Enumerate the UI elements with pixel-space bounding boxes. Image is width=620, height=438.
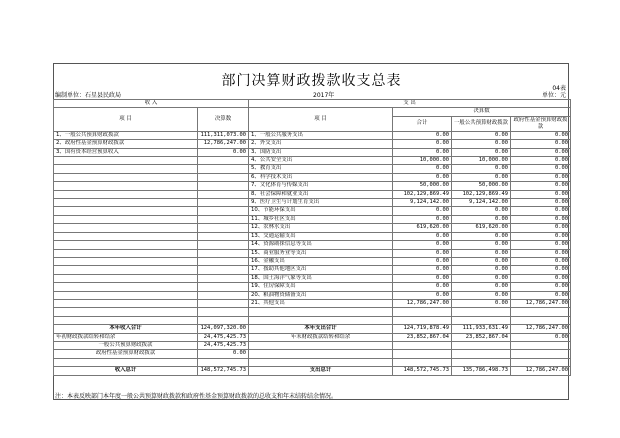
income-label: 3、国有资本经营预算收入 xyxy=(54,148,198,156)
expense-fund: 0.00 xyxy=(511,131,571,139)
table-row xyxy=(54,148,571,156)
empty-cell xyxy=(198,157,249,165)
table-row xyxy=(54,291,571,299)
table-row xyxy=(54,190,571,198)
carry-in-general-label: 一般公共预算财政拨款 xyxy=(54,341,198,349)
expense-label: 3、国防支出 xyxy=(249,148,393,156)
grand-expense-total: 148,572,745.73 xyxy=(393,367,452,375)
empty-cell xyxy=(54,224,198,232)
empty-cell xyxy=(452,350,511,358)
table-row xyxy=(54,367,571,375)
income-label: 2、政府性基金预算财政拨款 xyxy=(54,140,198,148)
grand-income-label: 收入总计 xyxy=(54,367,198,375)
carry-out-fund: 0.00 xyxy=(511,333,571,341)
table-row xyxy=(54,358,571,366)
expense-general: 0.00 xyxy=(452,131,511,139)
expense-general: 0.00 xyxy=(452,241,511,249)
income-final-header: 决算数 xyxy=(198,108,249,131)
expense-general: 0.00 xyxy=(452,299,511,307)
table-row xyxy=(54,173,571,181)
empty-cell xyxy=(198,190,249,198)
expense-label: 14、资源勘探信息等支出 xyxy=(249,241,393,249)
expense-fund: 0.00 xyxy=(511,232,571,240)
expense-label: 8、社会保障和就业支出 xyxy=(249,190,393,198)
empty-cell xyxy=(54,241,198,249)
expense-fund: 12,786,247.00 xyxy=(511,299,571,307)
grand-expense-fund: 12,786,247.00 xyxy=(511,367,571,375)
expense-general: 0.00 xyxy=(452,148,511,156)
expense-total: 50,000.00 xyxy=(393,182,452,190)
expense-general: 0.00 xyxy=(452,140,511,148)
expense-general: 0.00 xyxy=(452,249,511,257)
empty-cell xyxy=(511,341,571,349)
expense-fund: 0.00 xyxy=(511,274,571,282)
empty-cell xyxy=(198,232,249,240)
empty-cell xyxy=(249,358,393,366)
expense-fund: 0.00 xyxy=(511,224,571,232)
carry-out-total: 23,852,867.04 xyxy=(393,333,452,341)
expense-fund: 0.00 xyxy=(511,165,571,173)
empty-cell xyxy=(393,316,452,324)
empty-cell xyxy=(511,358,571,366)
expense-general: 0.00 xyxy=(452,173,511,181)
expense-label: 12、农林水支出 xyxy=(249,224,393,232)
grand-expense-label: 支出总计 xyxy=(249,367,393,375)
summary-table xyxy=(53,99,571,376)
expense-fund: 0.00 xyxy=(511,190,571,198)
year-income-total-value: 124,097,320.00 xyxy=(198,325,249,333)
expense-general: 10,000.00 xyxy=(452,157,511,165)
empty-cell xyxy=(198,249,249,257)
empty-cell xyxy=(393,308,452,316)
empty-cell xyxy=(54,157,198,165)
empty-cell xyxy=(54,249,198,257)
expense-fund: 0.00 xyxy=(511,140,571,148)
expense-label: 7、文化体育与传媒支出 xyxy=(249,182,393,190)
page-title: 部门决算财政拨款收支总表 xyxy=(221,73,402,89)
empty-cell xyxy=(452,308,511,316)
expense-fund: 0.00 xyxy=(511,207,571,215)
empty-cell xyxy=(198,283,249,291)
expense-fund: 0.00 xyxy=(511,241,571,249)
expense-general: 9,124,142.00 xyxy=(452,199,511,207)
income-label: 1、一般公共预算财政拨款 xyxy=(54,131,198,139)
expense-general: 0.00 xyxy=(452,257,511,265)
empty-cell xyxy=(511,308,571,316)
empty-cell xyxy=(54,358,198,366)
expense-total: 9,124,142.00 xyxy=(393,199,452,207)
expense-label: 18、国土海洋气象等支出 xyxy=(249,274,393,282)
year-expense-fund: 12,786,247.00 xyxy=(511,325,571,333)
grand-income-value: 148,572,745.73 xyxy=(198,367,249,375)
income-header: 收 入 xyxy=(54,100,249,108)
expense-fund: 0.00 xyxy=(511,266,571,274)
empty-cell xyxy=(393,341,452,349)
empty-cell xyxy=(249,316,393,324)
expense-label: 2、外交支出 xyxy=(249,140,393,148)
expense-general: 0.00 xyxy=(452,283,511,291)
income-value: 12,786,247.00 xyxy=(198,140,249,148)
expense-general: 0.00 xyxy=(452,165,511,173)
empty-cell xyxy=(452,316,511,324)
empty-cell xyxy=(393,358,452,366)
expense-general: 0.00 xyxy=(452,291,511,299)
expense-total: 0.00 xyxy=(393,173,452,181)
table-row xyxy=(54,249,571,257)
expense-general: 619,620.00 xyxy=(452,224,511,232)
table-row xyxy=(54,241,571,249)
grand-expense-general: 135,786,498.73 xyxy=(452,367,511,375)
year-expense-total: 124,719,878.49 xyxy=(393,325,452,333)
expense-label: 6、科学技术支出 xyxy=(249,173,393,181)
empty-cell xyxy=(54,165,198,173)
total-col-header: 合计 xyxy=(393,116,452,131)
unit-label: 编制单位：石星县民政局 xyxy=(55,92,122,99)
table-row xyxy=(54,232,571,240)
table-row xyxy=(54,333,571,341)
empty-cell xyxy=(198,266,249,274)
expense-general: 0.00 xyxy=(452,274,511,282)
expense-header: 支 出 xyxy=(249,100,571,108)
table-row xyxy=(54,341,571,349)
empty-cell xyxy=(249,308,393,316)
income-value: 111,311,073.00 xyxy=(198,131,249,139)
expense-label: 21、其他支出 xyxy=(249,299,393,307)
table-row xyxy=(54,140,571,148)
year-label: 2017年 xyxy=(313,92,335,99)
footnote: 注：本表反映部门本年度一般公共预算财政拨款和政府性基金预算财政拨款的总收支和年末结转结余情况。 xyxy=(55,393,338,400)
carry-in-value: 24,475,425.73 xyxy=(198,333,249,341)
table-row xyxy=(54,257,571,265)
empty-cell xyxy=(452,358,511,366)
expense-general: 0.00 xyxy=(452,207,511,215)
currency-label: 单位：元 xyxy=(541,92,566,99)
empty-cell xyxy=(198,257,249,265)
expense-fund: 0.00 xyxy=(511,291,571,299)
table-row xyxy=(54,299,571,307)
empty-cell xyxy=(452,341,511,349)
expense-fund: 0.00 xyxy=(511,148,571,156)
carry-out-general: 23,852,867.04 xyxy=(452,333,511,341)
empty-cell xyxy=(54,199,198,207)
expense-total: 0.00 xyxy=(393,257,452,265)
table-row xyxy=(54,316,571,324)
carry-in-fund-value: 0.00 xyxy=(198,350,249,358)
expense-total: 0.00 xyxy=(393,165,452,173)
empty-cell xyxy=(198,358,249,366)
empty-cell xyxy=(511,350,571,358)
expense-item-header: 项 目 xyxy=(249,108,393,131)
fund-col-header: 政府性基金预算财政拨款 xyxy=(511,116,571,131)
empty-cell xyxy=(198,291,249,299)
expense-fund: 0.00 xyxy=(511,257,571,265)
expense-total: 0.00 xyxy=(393,148,452,156)
empty-cell xyxy=(54,291,198,299)
expense-label: 20、粮油物资储备支出 xyxy=(249,291,393,299)
empty-cell xyxy=(198,207,249,215)
expense-label: 10、节能环保支出 xyxy=(249,207,393,215)
expense-label: 17、援助其他地区支出 xyxy=(249,266,393,274)
empty-cell xyxy=(198,241,249,249)
expense-label: 4、公共安全支出 xyxy=(249,157,393,165)
expense-total: 0.00 xyxy=(393,131,452,139)
empty-cell xyxy=(54,257,198,265)
expense-total: 0.00 xyxy=(393,215,452,223)
expense-total: 0.00 xyxy=(393,274,452,282)
expense-total: 10,000.00 xyxy=(393,157,452,165)
table-row xyxy=(54,350,571,358)
table-row xyxy=(54,157,571,165)
expense-total: 102,129,869.49 xyxy=(393,190,452,198)
table-row xyxy=(54,165,571,173)
empty-cell xyxy=(54,283,198,291)
empty-cell xyxy=(198,165,249,173)
expense-total: 12,786,247.00 xyxy=(393,299,452,307)
expense-label: 15、商业服务业等支出 xyxy=(249,249,393,257)
expense-general: 0.00 xyxy=(452,215,511,223)
empty-cell xyxy=(249,341,393,349)
table-row xyxy=(54,283,571,291)
expense-fund: 0.00 xyxy=(511,173,571,181)
general-col-header: 一般公共预算财政拨款 xyxy=(452,116,511,131)
expense-fund: 0.00 xyxy=(511,199,571,207)
expense-label: 5、教育支出 xyxy=(249,165,393,173)
carry-in-general-value: 24,475,425.73 xyxy=(198,341,249,349)
expense-fund: 0.00 xyxy=(511,249,571,257)
expense-total: 0.00 xyxy=(393,266,452,274)
expense-label: 1、一般公共服务支出 xyxy=(249,131,393,139)
expense-total: 619,620.00 xyxy=(393,224,452,232)
empty-cell xyxy=(198,274,249,282)
expense-label: 13、交通运输支出 xyxy=(249,232,393,240)
table-row xyxy=(54,325,571,333)
expense-label: 16、金融支出 xyxy=(249,257,393,265)
carry-in-fund-label: 政府性基金预算财政拨款 xyxy=(54,350,198,358)
empty-cell xyxy=(54,182,198,190)
expense-total: 0.00 xyxy=(393,207,452,215)
empty-cell xyxy=(198,299,249,307)
empty-cell xyxy=(198,224,249,232)
table-row xyxy=(54,207,571,215)
empty-cell xyxy=(198,316,249,324)
carry-out-label: 年末财政拨款结转和结余 xyxy=(249,333,393,341)
expense-total: 0.00 xyxy=(393,140,452,148)
table-row xyxy=(54,266,571,274)
expense-label: 19、住房保障支出 xyxy=(249,283,393,291)
empty-cell xyxy=(249,350,393,358)
expense-fund: 0.00 xyxy=(511,157,571,165)
empty-cell xyxy=(511,316,571,324)
expense-general: 0.00 xyxy=(452,266,511,274)
expense-general: 102,129,869.49 xyxy=(452,190,511,198)
empty-cell xyxy=(54,308,198,316)
expense-total: 0.00 xyxy=(393,291,452,299)
carry-in-label: 年初财政拨款结转和结余 xyxy=(54,333,198,341)
expense-label: 11、城乡社区支出 xyxy=(249,215,393,223)
table-row xyxy=(54,199,571,207)
table-row xyxy=(54,274,571,282)
empty-cell xyxy=(54,207,198,215)
empty-cell xyxy=(198,308,249,316)
empty-cell xyxy=(198,182,249,190)
expense-fund: 0.00 xyxy=(511,182,571,190)
expense-label: 9、医疗卫生与计划生育支出 xyxy=(249,199,393,207)
table-row xyxy=(54,131,571,139)
year-income-total-label: 本年收入合计 xyxy=(54,325,198,333)
empty-cell xyxy=(54,316,198,324)
empty-cell xyxy=(54,274,198,282)
empty-cell xyxy=(198,173,249,181)
expense-fund: 0.00 xyxy=(511,215,571,223)
empty-cell xyxy=(54,173,198,181)
year-expense-general: 111,933,631.49 xyxy=(452,325,511,333)
table-row xyxy=(54,215,571,223)
year-expense-total-label: 本年支出合计 xyxy=(249,325,393,333)
table-row xyxy=(54,224,571,232)
table-row xyxy=(54,182,571,190)
empty-cell xyxy=(54,299,198,307)
expense-fund: 0.00 xyxy=(511,283,571,291)
empty-cell xyxy=(198,199,249,207)
empty-cell xyxy=(393,350,452,358)
empty-cell xyxy=(54,215,198,223)
expense-final-header: 决算数 xyxy=(393,108,571,116)
expense-general: 50,000.00 xyxy=(452,182,511,190)
income-value: 0.00 xyxy=(198,148,249,156)
income-item-header: 项 目 xyxy=(54,108,198,131)
empty-cell xyxy=(198,215,249,223)
table-row xyxy=(54,308,571,316)
form-number: 04表 xyxy=(552,85,566,92)
expense-total: 0.00 xyxy=(393,283,452,291)
expense-total: 0.00 xyxy=(393,241,452,249)
empty-cell xyxy=(54,190,198,198)
expense-total: 0.00 xyxy=(393,249,452,257)
expense-general: 0.00 xyxy=(452,232,511,240)
empty-cell xyxy=(54,232,198,240)
empty-cell xyxy=(54,266,198,274)
expense-total: 0.00 xyxy=(393,232,452,240)
